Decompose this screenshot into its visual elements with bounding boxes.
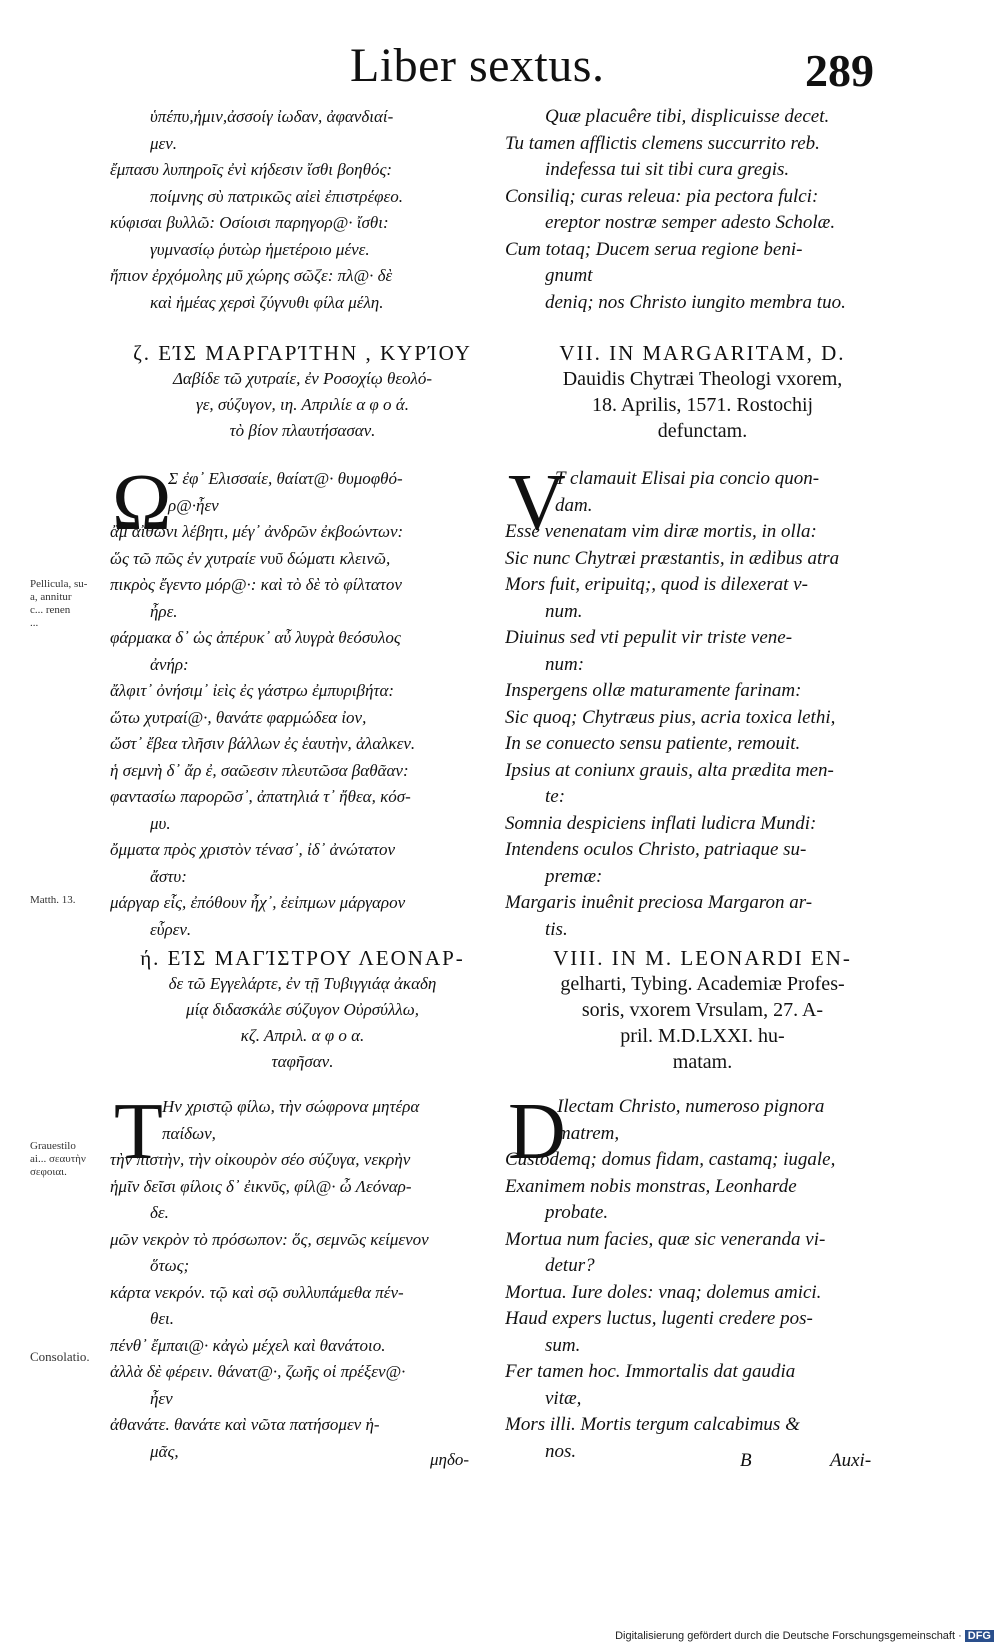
greek-line: ἀλλὰ δὲ φέρειν. θάνατ@·, ζωῆς οἱ πρέξεν@· (110, 1362, 406, 1381)
latin-line: Cum totaq; Ducem serua regione beni- (505, 238, 803, 260)
latin-line: Exanimem nobis monstras, Leonharde (505, 1175, 797, 1197)
heading-line: VII. IN MARGARITAM, D. (559, 341, 846, 365)
greek-catchword: μηδο- (430, 1450, 470, 1469)
greek-line: ἡμῖν δεῖσι φίλοις δ᾽ ἐικνῦς, φίλ@· ὦ Λεόναρ- (110, 1176, 412, 1196)
latin-line: Custodemq; domus fidam, castamq; iugale, (505, 1149, 836, 1170)
footer-text: Digitalisierung gefördert durch die Deutsche Forschungsgemeinschaft · (615, 1630, 962, 1642)
greek-line: φάρμακα δ᾽ ὡς ἀπέρυκ᾽ αὖ λυγρὰ θεόσυλος (110, 628, 401, 647)
section8-greek-heading (110, 945, 495, 1075)
latin-line: Mortua num facies, quæ sic veneranda vi- (505, 1228, 826, 1250)
greek-line: ἂμ αἴθωνι λέβητι, μέγ᾽ ἀνδρῶν ἐκβοώντων: (110, 522, 404, 541)
greek-line: καὶ ἡμέας χερσὶ ζύγνυθι φίλα μέλη. (150, 292, 384, 312)
section7-latin-column (505, 466, 895, 943)
latin-line: probate. (545, 1202, 609, 1223)
heading-line: ταφῆσαν. (271, 1052, 334, 1071)
latin-line: Fer tamen hoc. Immortalis dat gaudia (505, 1361, 796, 1382)
greek-initial-tau: Τ (114, 1088, 163, 1176)
greek-line: ἄλφιτ᾽ ὀνήσιμ᾽ ἰεὶς ἐς γάστρω ἐμπυριβήτα: (110, 681, 395, 700)
latin-line: Ipsius at coniunx grauis, alta prædita men- (505, 759, 834, 781)
greek-line: ὅτως; (150, 1256, 190, 1275)
latin-line: indefessa tui sit tibi cura gregis. (545, 159, 790, 180)
greek-line: Ην χριστῷ φίλω, τὴν σώφρονα μητέρα (162, 1097, 420, 1116)
latin-line: ereptor nostræ semper adesto Scholæ. (545, 212, 836, 233)
heading-line: δε τῶ Εγγελάρτε, ἐν τῇ Τυβιγγιάᾳ ἀκαδη (168, 974, 437, 993)
greek-line: ὤστ᾽ ἔβεα τλῆσιν βάλλων ἐς ἑαυτὴν, ἀλαλκεν. (110, 734, 416, 753)
latin-catchword: Auxi- (830, 1450, 872, 1471)
greek-line: μῶν νεκρὸν τὸ πρόσωπον: ὅς, σεμνῶς κείμενον (110, 1229, 429, 1249)
latin-line: Diuinus sed vti pepulit vir triste vene- (505, 627, 793, 648)
heading-line: Dauidis Chytræi Theologi vxorem, (562, 368, 843, 390)
greek-line: ὄμματα πρὸς χριστὸν τένασ᾽, ἰδ᾽ ἀνώτατον (110, 840, 395, 859)
latin-line: Quæ placuêre tibi, displicuisse decet. (545, 106, 830, 127)
greek-line: μάργαρ εἷς, ἐπόθουν ἦχ᾽, ἐεἰπμων μάργαρον (110, 893, 406, 912)
latin-line: Inspergens ollæ maturamente farinam: (505, 680, 802, 701)
greek-line: ὥς τῶ πῶς ἐν χυτραίε νυῦ δώματι κλεινῶ, (110, 548, 391, 568)
greek-line: πένθ᾽ ἔμπαι@· κἀγὼ μέχελ καὶ θανάτοιο. (110, 1335, 386, 1355)
latin-line: Mors illi. Mortis tergum calcabimus & (505, 1414, 800, 1435)
latin-line: Esse venenatam vim diræ mortis, in olla: (505, 521, 817, 542)
greek-line: μεν. (150, 133, 178, 153)
greek-line: ἤπιον ἐρχόμολης μῦ χώρης σῶζε: πλ@· δὲ (110, 266, 393, 285)
greek-line: ἡ σεμνὴ δ᾽ ἄρ ἐ, σαῶεσιν πλευτῶσα βαθᾶαν: (110, 760, 409, 780)
latin-line: Ilectam Christo, numeroso pignora (557, 1096, 825, 1117)
latin-line: gnumt (545, 265, 593, 286)
latin-line: num. (545, 600, 583, 622)
heading-line: μίᾳ διδασκάλε σύζυγον Οὐρσύλλω, (186, 1000, 419, 1019)
greek-line: τὴν πιστὴν, τὴν οἰκουρὸν σέο σύζυγα, νεκρὴν (110, 1150, 411, 1169)
greek-line: ἦρε. (150, 601, 178, 621)
heading-line: defunctam. (657, 420, 748, 442)
section7-latin-heading (505, 340, 900, 444)
heading-line: ζ. ΕΊΣ ΜΑΡΓΑΡΊΤΗΝ , ΚΥΡΊΟΥ (133, 341, 472, 365)
greek-line: ὑπέπυ,ἡμιν,ἀσσοίγ ἰωδαν, ἀφανδιαί- (150, 107, 394, 126)
heading-line: γε, σύζυγον, ιη. Απριλίε α φ ο ά. (196, 395, 409, 414)
greek-line: ἄστυ: (150, 866, 187, 886)
margin-note-consolatio: Consolatio. (30, 1349, 90, 1364)
heading-line: ή. ΕΊΣ ΜΑΓΊΣΤΡΟΥ ΛΕΟΝΑΡ- (140, 946, 465, 970)
section7-greek-column (110, 466, 495, 943)
greek-line: δε. (150, 1203, 169, 1222)
greek-line: φαντασίω παρορῶσ᾽, ἀπατηλιά τ᾽ ἤθεα, κόσ- (110, 787, 411, 806)
latin-line: Intendens oculos Christo, patriaque su- (505, 839, 807, 860)
greek-line: θει. (150, 1309, 175, 1328)
heading-line: VIII. IN M. LEONARDI EN- (553, 946, 852, 970)
top-latin-column (505, 104, 895, 316)
latin-line: detur? (545, 1255, 595, 1276)
latin-line: In se conuecto sensu patiente, remouit. (505, 733, 801, 754)
greek-line: κύφισαι βυλλῶ: Οσίοισι παρηγορ@· ἴσθι: (110, 213, 389, 232)
latin-line: Sic quoq; Chytræus pius, acria toxica lethi, (505, 706, 836, 728)
greek-line: ὥτω χυτραί@·, θανάτε φαρμώδεα ἰον, (110, 707, 367, 727)
margin-note-pellicula: Pellicula, su- a, annitur c... renen ... (30, 578, 88, 629)
latin-line: dam. (555, 494, 593, 516)
latin-line: Consiliq; curas releua: pia pectora fulci: (505, 185, 819, 207)
latin-line: matrem, (557, 1122, 620, 1144)
section8-latin-column (505, 1088, 895, 1465)
top-greek-column (110, 104, 495, 316)
section8-greek-column (110, 1088, 495, 1465)
latin-line: tis. (545, 918, 568, 940)
margin-note-matthew: Matth. 13. (30, 894, 76, 906)
latin-line: te: (545, 786, 566, 807)
greek-line: μυ. (150, 813, 171, 833)
greek-line: ἔμπασυ λυπηροῖς ἐνὶ κήδεσιν ἴσθι βοηθός: (110, 160, 393, 179)
greek-line: ἀνήρ: (150, 654, 189, 674)
latin-line: Tu tamen afflictis clemens succurrito reb. (505, 132, 820, 154)
greek-line: μᾶς, (150, 1441, 179, 1461)
greek-line: κάρτα νεκρόν. τῷ καὶ σῷ συλλυπάμεθα πέν- (110, 1282, 404, 1302)
latin-line: nos. (545, 1440, 577, 1462)
heading-line: soris, vxorem Vrsulam, 27. A- (581, 999, 824, 1021)
latin-line: Margaris inuênit preciosa Margaron ar- (505, 892, 813, 913)
section8-latin-heading (505, 945, 900, 1075)
margin-note-grauestilo: Grauestilo ai... σεαυτὴν σεφοιαι. (30, 1140, 86, 1178)
greek-line: γυμνασίῳ ῥυτὼρ ἡμετέροιο μένε. (150, 239, 370, 259)
latin-initial-v: V (508, 459, 566, 547)
greek-line: ἀθανάτε. θανάτε καὶ νῶτα πατήσομεν ἡ- (110, 1415, 380, 1434)
greek-line: Σ ἐφ᾽ Ελισσαίε, θαίατ@· θυμοφθό- (168, 469, 403, 488)
latin-line: num: (545, 653, 585, 675)
digitization-footer (615, 1630, 994, 1642)
heading-line: τὸ βίον πλαυτήσασαν. (229, 421, 376, 440)
latin-line: Sic nunc Chytræi præstantis, in ædibus atra (505, 547, 840, 569)
greek-line: ρ@·ἦεν (168, 495, 219, 515)
latin-line: premæ: (545, 865, 603, 887)
greek-line: ἦεν (150, 1388, 173, 1408)
greek-line: ποίμνης σὺ πατρικῶς αἰεὶ ἐπιστρέφεο. (150, 186, 403, 206)
dfg-logo: DFG (965, 1630, 994, 1642)
heading-line: pril. M.D.LXXI. hu- (620, 1025, 785, 1047)
heading-line: matam. (672, 1051, 733, 1073)
heading-line: Δαβίδε τῶ χυτραίε, ἐν Ροσοχίῳ θεολό- (172, 369, 433, 388)
latin-line: deniq; nos Christo iungito membra tuo. (545, 291, 846, 313)
greek-initial-omega: Ω (112, 459, 172, 547)
heading-line: gelharti, Tybing. Academiæ Profes- (560, 973, 845, 995)
heading-line: κζ. Απριλ. α φ ο α. (240, 1026, 365, 1045)
latin-line: vitæ, (545, 1387, 582, 1409)
latin-line: sum. (545, 1334, 581, 1356)
latin-initial-d: D (508, 1088, 566, 1176)
latin-line: Mors fuit, eripuitq;, quod is dilexerat v- (505, 574, 808, 595)
latin-line: Mortua. Iure doles: vnaq; dolemus amici. (505, 1281, 822, 1303)
greek-line: εὗρεν. (150, 919, 192, 939)
running-title: Liber sextus. (350, 39, 605, 92)
latin-line: Haud expers luctus, lugenti credere pos- (505, 1308, 813, 1329)
latin-line: T clamauit Elisai pia concio quon- (555, 468, 820, 489)
latin-line: Somnia despiciens inflati ludicra Mundi: (505, 812, 817, 834)
greek-line: παίδων, (162, 1123, 216, 1143)
signature-mark: B (740, 1450, 752, 1471)
greek-line: πικρὸς ἔγεντο μόρ@·: καὶ τὸ δὲ τὸ φίλτατον (110, 575, 402, 594)
page-number: 289 (805, 45, 874, 96)
heading-line: 18. Aprilis, 1571. Rostochij (591, 394, 814, 416)
section7-greek-heading (110, 340, 495, 444)
